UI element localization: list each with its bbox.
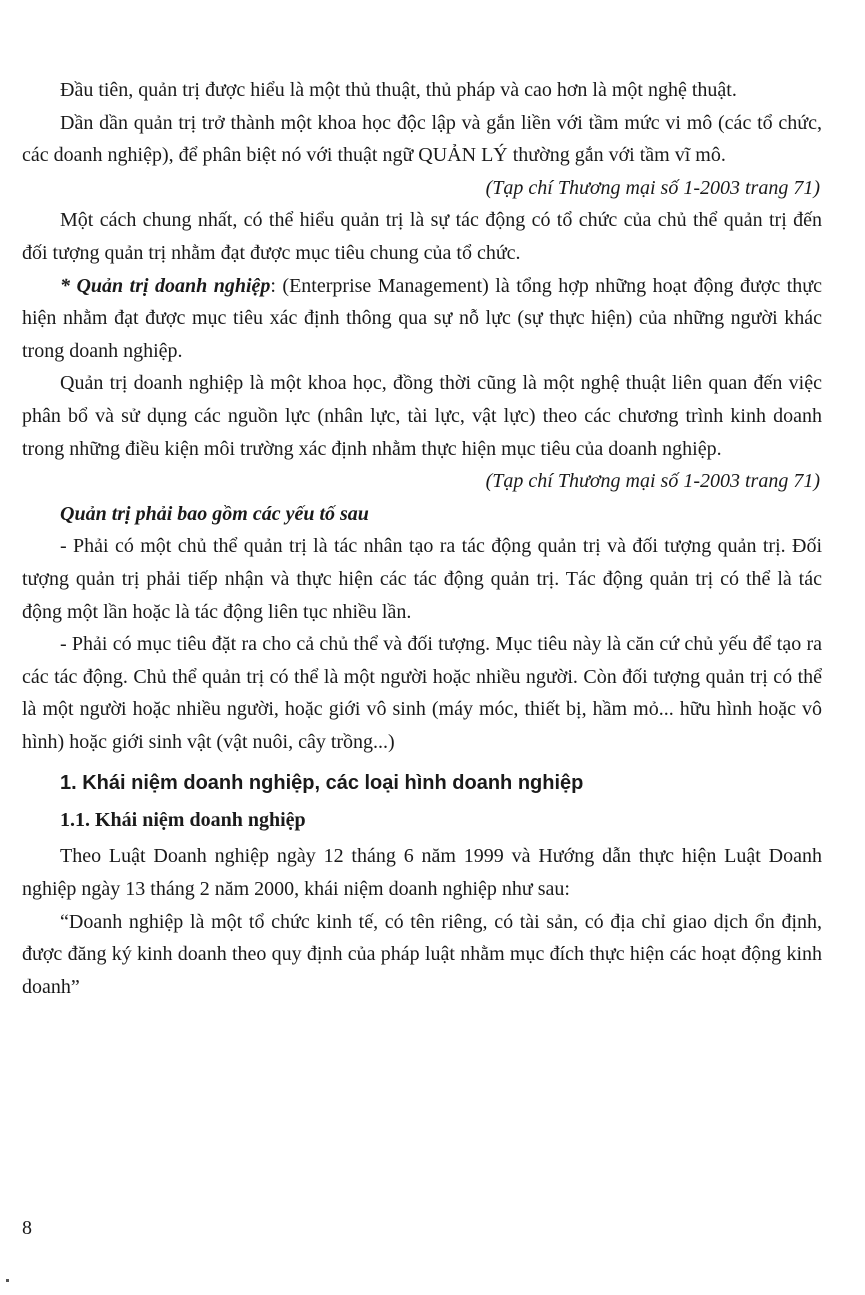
paragraph-5: Quản trị doanh nghiệp là một khoa học, đồng thời cũng là một nghệ thuật liên quan đến việc phân bổ và sử dụng các nguồn lực (nhân lực, tài lực, vật lực) theo các chương trình kinh doanh trong những điều kiện môi trường xác định nhằm thực hiện mục tiêu của doanh nghiệp. xyxy=(22,372,822,460)
paragraph-8: Theo Luật Doanh nghiệp ngày 12 tháng 6 năm 1999 và Hướng dẫn thực hiện Luật Doanh nghiệp ngày 13 tháng 2 năm 2000, khái niệm doanh nghiệp như sau: xyxy=(22,845,822,901)
citation-2: (Tạp chí Thương mại số 1-2003 trang 71) xyxy=(485,470,820,493)
paragraph-1: Đầu tiên, quản trị được hiểu là một thủ thuật, thủ pháp và cao hơn là một nghệ thuật. xyxy=(60,79,737,101)
paragraph-3: Một cách chung nhất, có thể hiểu quản trị là sự tác động có tổ chức của chủ thể quản trị đến đối tượng quản trị nhằm đạt được mục tiêu chung của tổ chức. xyxy=(22,209,822,264)
page-body xyxy=(22,74,822,1003)
paragraph-2: Dần dần quản trị trở thành một khoa học độc lập và gắn liền với tầm mức vi mô (các tổ chức, các doanh nghiệp), để phân biệt nó với thuật ngữ QUẢN LÝ thường gắn với tầm vĩ mô. xyxy=(22,111,822,167)
subsection-heading: 1.1. Khái niệm doanh nghiệp xyxy=(60,809,306,832)
scan-mark xyxy=(6,1279,9,1282)
citation-1: (Tạp chí Thương mại số 1-2003 trang 71) xyxy=(485,176,820,199)
page-number: 8 xyxy=(22,1217,32,1239)
paragraph-4 xyxy=(22,270,822,368)
paragraph-7: - Phải có mục tiêu đặt ra cho cả chủ thể và đối tượng. Mục tiêu này là căn cứ chủ yếu để tạo ra các tác động. Chủ thể quản trị có thể là một người hoặc nhiều người. Còn đối tượng quản trị có thể là một người hoặc nhiều người, hoặc giới vô sinh (máy móc, thiết bị, hầm mỏ... hữu hình hoặc vô hình) hoặc giới sinh vật (vật nuôi, cây trồng...) xyxy=(22,633,822,753)
term-label: * Quản trị doanh nghiệp xyxy=(60,274,271,297)
subheading: Quản trị phải bao gồm các yếu tố sau xyxy=(60,502,369,525)
section-heading: 1. Khái niệm doanh nghiệp, các loại hình doanh nghiệp xyxy=(60,772,584,795)
term-definition: : (Enterprise Management) là tổng hợp những hoạt động được thực hiện nhằm đạt được mục tiêu xác định thông qua sự nỗ lực (sự thực hiện) của những người khác trong doanh nghiệp. xyxy=(22,274,823,362)
paragraph-9: “Doanh nghiệp là một tổ chức kinh tế, có tên riêng, có tài sản, có địa chỉ giao dịch ổn định, được đăng ký kinh doanh theo quy định của pháp luật nhằm mục đích thực hiện các hoạt động kinh doanh” xyxy=(22,910,822,998)
paragraph-6: - Phải có một chủ thể quản trị là tác nhân tạo ra tác động quản trị và đối tượng quản trị. Đối tượng quản trị phải tiếp nhận và thực hiện các tác động quản trị. Tác động quản trị có thể là tác động một lần hoặc là tác động liên tục nhiều lần. xyxy=(22,535,822,623)
